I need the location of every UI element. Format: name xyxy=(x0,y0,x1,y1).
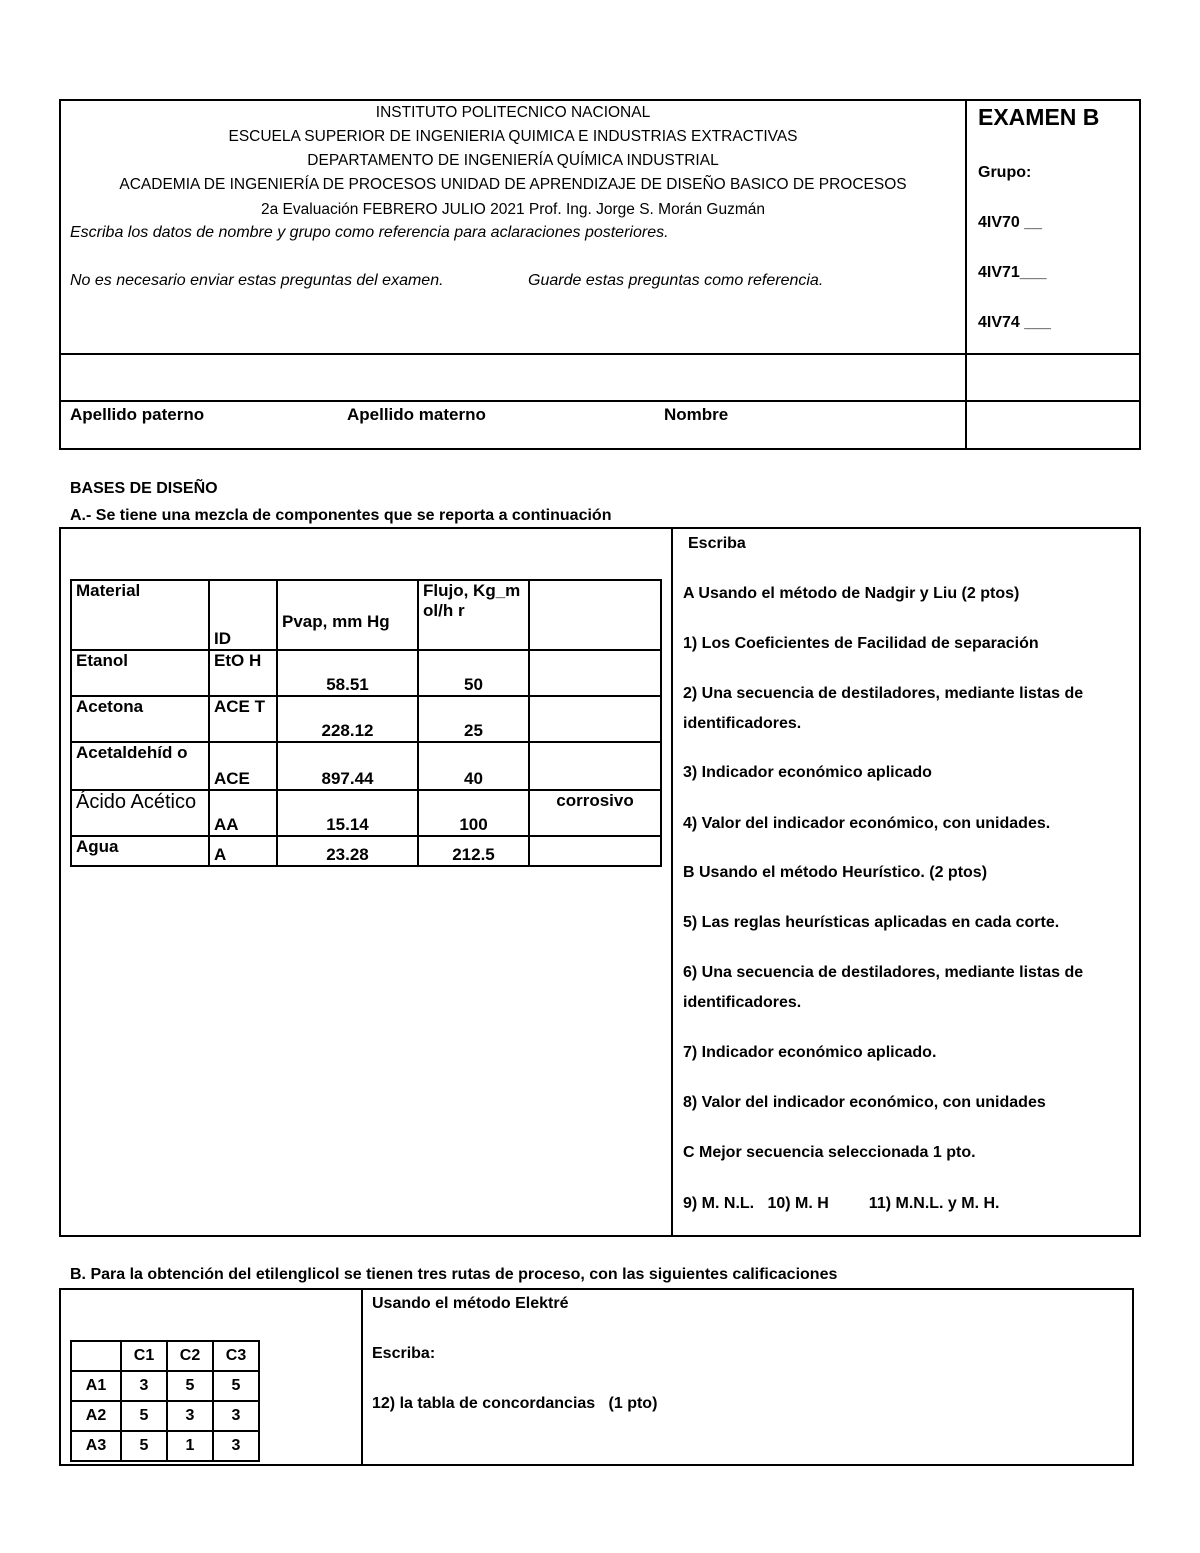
ratings-header-row xyxy=(71,1341,259,1371)
academy-name: ACADEMIA DE INGENIERÍA DE PROCESOS UNIDAD DE APRENDIZAJE DE DISEÑO BASICO DE PROCESOS xyxy=(119,176,907,193)
grupo-option: 4IV71___ xyxy=(978,264,1047,281)
rating-cell: 5 xyxy=(121,1401,167,1431)
cell-pvap xyxy=(277,742,418,790)
cell-material xyxy=(71,742,209,790)
department-name: DEPARTAMENTO DE INGENIERÍA QUÍMICA INDUSTRIAL xyxy=(307,152,719,169)
questions-9-11: 9) M. N.L. 10) M. H 11) M.N.L. y M. H. xyxy=(683,1195,1000,1212)
table-header-cell xyxy=(71,580,209,650)
materials-table xyxy=(70,579,662,867)
header-text: Flujo, Kg_mol/h r xyxy=(423,581,521,620)
institution-name: INSTITUTO POLITECNICO NACIONAL xyxy=(375,104,651,121)
section-heading: BASES DE DISEÑO xyxy=(70,480,218,497)
grupo-label: Grupo: xyxy=(978,164,1032,181)
table-header-cell xyxy=(277,580,418,650)
method-a-title: A Usando el método de Nadgir y Liu (2 ptos) xyxy=(683,585,1020,602)
cell-pvap xyxy=(277,650,418,696)
table-row xyxy=(71,836,661,866)
cell-text: 40 xyxy=(464,769,483,788)
cell-text: corrosivo xyxy=(556,791,634,810)
cell-pvap xyxy=(277,836,418,866)
cell-pvap xyxy=(277,696,418,742)
grupo-option: 4IV74 ___ xyxy=(978,314,1051,331)
cell-text: 228.12 xyxy=(321,721,374,740)
cell-text: 58.51 xyxy=(326,675,369,694)
cell-flujo xyxy=(418,696,529,742)
evaluation-info: 2a Evaluación FEBRERO JULIO 2021 Prof. Ing. Jorge S. Morán Guzmán xyxy=(261,201,765,218)
question-5: 5) Las reglas heurísticas aplicadas en cada corte. xyxy=(683,914,1060,931)
section-a-intro: A.- Se tiene una mezcla de componentes que se reporta a continuación xyxy=(70,507,612,524)
cell-text: 100 xyxy=(459,815,488,834)
cell-text: 23.28 xyxy=(326,845,369,864)
exam-title: EXAMEN B xyxy=(978,104,1100,130)
cell-text: A xyxy=(214,845,227,864)
table-header-cell xyxy=(209,580,277,650)
header-divider-1 xyxy=(59,353,1141,355)
cell-id xyxy=(209,696,277,742)
instruction-note: Escriba los datos de nombre y grupo como referencia para aclaraciones posteriores. xyxy=(70,224,669,241)
table-row xyxy=(71,790,661,836)
ratings-row xyxy=(71,1431,259,1461)
rating-cell: 5 xyxy=(121,1431,167,1461)
cell-text: Ácido Acético xyxy=(76,791,197,813)
cell-note xyxy=(529,790,661,836)
header-text: ID xyxy=(214,629,231,648)
criteria-header: C2 xyxy=(167,1341,213,1371)
escriba-label-b: Escriba: xyxy=(372,1345,436,1362)
question-6: 6) Una secuencia de destiladores, mediante listas de identificadores. xyxy=(683,964,1084,1011)
cell-pvap xyxy=(277,790,418,836)
note-keep: Guarde estas preguntas como referencia. xyxy=(528,272,824,289)
ratings-row xyxy=(71,1371,259,1401)
table-row xyxy=(71,742,661,790)
cell-text: 15.14 xyxy=(326,815,369,834)
alternative-label: A3 xyxy=(71,1431,121,1461)
cell-text: 25 xyxy=(464,721,483,740)
alternative-label: A1 xyxy=(71,1371,121,1401)
cell-id xyxy=(209,836,277,866)
cell-text: AA xyxy=(214,815,239,834)
table-header-cell xyxy=(529,580,661,650)
question-4: 4) Valor del indicador económico, con unidades. xyxy=(683,815,1051,832)
table-header-cell xyxy=(418,580,529,650)
table-row xyxy=(71,696,661,742)
cell-material xyxy=(71,650,209,696)
elektre-method: Usando el método Elektré xyxy=(372,1295,569,1312)
cell-flujo xyxy=(418,790,529,836)
table-header-row xyxy=(71,580,661,650)
ratings-row xyxy=(71,1401,259,1431)
cell-id xyxy=(209,790,277,836)
cell-note xyxy=(529,742,661,790)
cell-text: Acetaldehíd o xyxy=(76,743,188,762)
question-8: 8) Valor del indicador económico, con unidades xyxy=(683,1094,1046,1111)
school-name: ESCUELA SUPERIOR DE INGENIERIA QUIMICA E INDUSTRIAS EXTRACTIVAS xyxy=(228,128,798,145)
cell-text: Etanol xyxy=(76,651,128,670)
section-b-intro: B. Para la obtención del etilenglicol se tienen tres rutas de proceso, con las siguientes calificaciones xyxy=(70,1266,838,1283)
header-divider-2 xyxy=(59,400,1141,402)
escriba-label: Escriba xyxy=(688,535,746,552)
rating-cell: 3 xyxy=(213,1401,259,1431)
ratings-corner xyxy=(71,1341,121,1371)
question-2: 2) Una secuencia de destiladores, mediante listas de identificadores. xyxy=(683,685,1084,732)
question-1: 1) Los Coeficientes de Facilidad de separación xyxy=(683,635,1039,652)
cell-flujo xyxy=(418,742,529,790)
apellido-materno-label: Apellido materno xyxy=(347,405,486,424)
cell-text: EtO H xyxy=(214,651,262,670)
rating-cell: 3 xyxy=(121,1371,167,1401)
cell-note xyxy=(529,836,661,866)
cell-note xyxy=(529,650,661,696)
method-b-title: B Usando el método Heurístico. (2 ptos) xyxy=(683,864,988,881)
section-a-divider xyxy=(671,527,673,1237)
best-sequence: C Mejor secuencia seleccionada 1 pto. xyxy=(683,1144,976,1161)
cell-text: Agua xyxy=(76,837,119,856)
alternative-label: A2 xyxy=(71,1401,121,1431)
cell-material xyxy=(71,790,209,836)
cell-flujo xyxy=(418,650,529,696)
note-no-send: No es necesario enviar estas preguntas del examen. xyxy=(70,272,444,289)
question-3: 3) Indicador económico aplicado xyxy=(683,764,932,781)
cell-text: 50 xyxy=(464,675,483,694)
question-12: 12) la tabla de concordancias (1 pto) xyxy=(372,1395,658,1412)
cell-material xyxy=(71,836,209,866)
cell-id xyxy=(209,742,277,790)
cell-material xyxy=(71,696,209,742)
grupo-option: 4IV70 __ xyxy=(978,214,1043,231)
ratings-table xyxy=(70,1340,260,1462)
rating-cell: 1 xyxy=(167,1431,213,1461)
rating-cell: 3 xyxy=(167,1401,213,1431)
criteria-header: C1 xyxy=(121,1341,167,1371)
question-7: 7) Indicador económico aplicado. xyxy=(683,1044,937,1061)
section-b-divider xyxy=(361,1288,363,1466)
rating-cell: 5 xyxy=(213,1371,259,1401)
cell-text: 897.44 xyxy=(321,769,374,788)
rating-cell: 5 xyxy=(167,1371,213,1401)
cell-id xyxy=(209,650,277,696)
header-text: Pvap, mm Hg xyxy=(282,612,390,631)
cell-text: ACE xyxy=(214,769,250,788)
cell-text: ACE T xyxy=(214,697,265,716)
cell-text: Acetona xyxy=(76,697,144,716)
nombre-label: Nombre xyxy=(664,405,729,424)
header-text: Material xyxy=(76,581,141,600)
cell-text: 212.5 xyxy=(452,845,495,864)
table-row xyxy=(71,650,661,696)
rating-cell: 3 xyxy=(213,1431,259,1461)
apellido-paterno-label: Apellido paterno xyxy=(70,405,205,424)
cell-note xyxy=(529,696,661,742)
cell-flujo xyxy=(418,836,529,866)
criteria-header: C3 xyxy=(213,1341,259,1371)
